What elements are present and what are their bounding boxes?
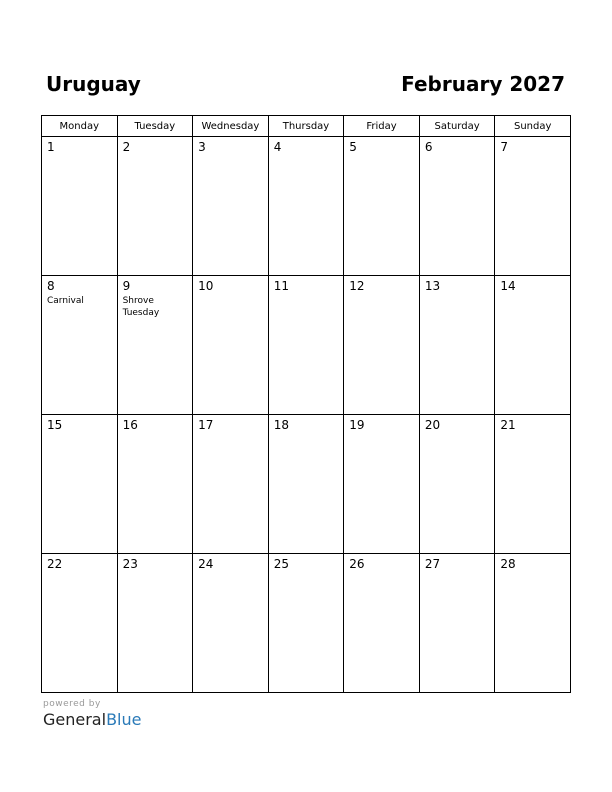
- day-cell: [419, 276, 495, 415]
- day-cell: [344, 137, 420, 276]
- day-cell: [344, 554, 420, 693]
- weekday-monday: Monday: [42, 116, 118, 137]
- day-event: Carnival: [47, 296, 84, 306]
- day-cell: [42, 137, 118, 276]
- day-cell: [42, 415, 118, 554]
- day-number: 27: [424, 557, 441, 571]
- day-cell: [495, 554, 571, 693]
- day-number: 8: [47, 279, 55, 293]
- day-cell: [268, 554, 344, 693]
- day-cell: [117, 276, 193, 415]
- week-row: [42, 137, 571, 276]
- day-number: 20: [424, 418, 441, 432]
- day-cell: [193, 137, 269, 276]
- day-number: 28: [500, 557, 516, 571]
- day-cell: [117, 137, 193, 276]
- day-cell: [495, 276, 571, 415]
- weekday-thursday: Thursday: [268, 116, 344, 137]
- day-number: 3: [198, 140, 206, 154]
- generalblue-logo[interactable]: [43, 710, 141, 730]
- day-cell: [495, 137, 571, 276]
- day-cell: [344, 276, 420, 415]
- day-number: 26: [349, 557, 365, 571]
- day-number: 16: [122, 418, 138, 432]
- weekday-sunday: Sunday: [495, 116, 571, 137]
- weekday-saturday: Saturday: [419, 116, 495, 137]
- month-title: February 2027: [401, 72, 565, 96]
- powered-by-text: powered by: [43, 699, 101, 709]
- day-number: 24: [198, 557, 214, 571]
- day-number: 4: [273, 140, 282, 154]
- day-cell: [268, 276, 344, 415]
- day-number: 18: [273, 418, 289, 432]
- week-row: [42, 554, 571, 693]
- day-cell: [344, 415, 420, 554]
- brand-general: General: [43, 710, 107, 729]
- day-number: 17: [198, 418, 214, 432]
- day-cell: [42, 554, 118, 693]
- day-number: 21: [500, 418, 516, 432]
- day-number: 9: [122, 279, 131, 293]
- day-number: 15: [47, 418, 63, 432]
- footer-branding: [43, 699, 141, 730]
- day-cell: [117, 415, 193, 554]
- day-number: 12: [349, 279, 365, 293]
- week-row: [42, 276, 571, 415]
- day-number: 14: [500, 279, 516, 293]
- day-cell: [193, 276, 269, 415]
- day-number: 19: [349, 418, 365, 432]
- day-cell: [268, 415, 344, 554]
- day-cell: [419, 554, 495, 693]
- weekday-header-row: [42, 116, 571, 137]
- day-cell: [42, 276, 118, 415]
- weekday-tuesday: Tuesday: [117, 116, 193, 137]
- day-number: 25: [273, 557, 289, 571]
- day-number: 5: [349, 140, 357, 154]
- day-cell: [419, 415, 495, 554]
- calendar-grid: [41, 115, 571, 693]
- day-number: 7: [500, 140, 509, 154]
- weekday-friday: Friday: [344, 116, 420, 137]
- weekday-wednesday: Wednesday: [193, 116, 269, 137]
- brand-blue: Blue: [106, 710, 142, 729]
- day-event: Shrove Tuesday: [122, 296, 160, 318]
- day-cell: [117, 554, 193, 693]
- day-number: 23: [122, 557, 138, 571]
- country-title: Uruguay: [46, 72, 141, 96]
- day-cell: [495, 415, 571, 554]
- day-number: 11: [273, 279, 289, 293]
- day-number: 6: [424, 140, 433, 154]
- day-cell: [419, 137, 495, 276]
- day-number: 13: [424, 279, 441, 293]
- day-cell: [193, 554, 269, 693]
- day-number: 10: [198, 279, 214, 293]
- day-number: 1: [47, 140, 55, 154]
- week-row: [42, 415, 571, 554]
- day-cell: [193, 415, 269, 554]
- day-number: 2: [122, 140, 131, 154]
- day-cell: [268, 137, 344, 276]
- day-number: 22: [47, 557, 63, 571]
